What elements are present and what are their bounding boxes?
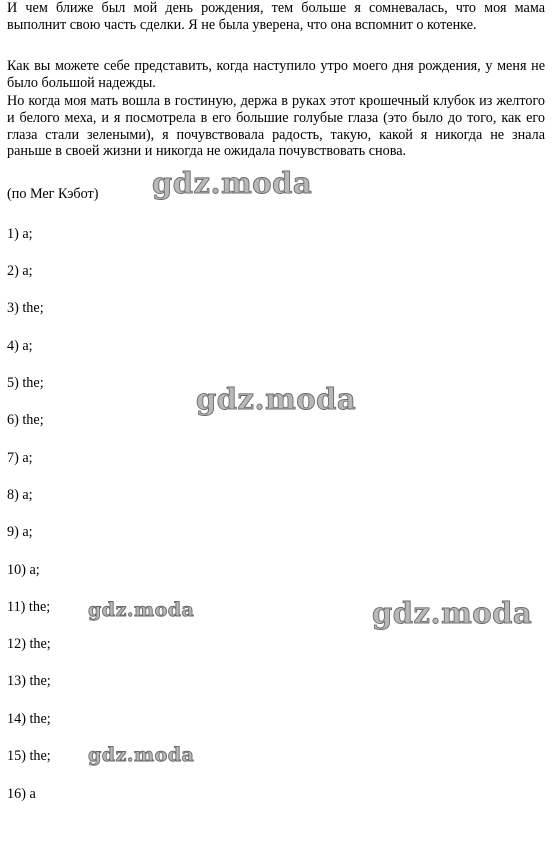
answer-item: 4) a;: [7, 338, 33, 354]
answer-item: 12) the;: [7, 636, 51, 652]
watermark: gdz.moda: [88, 744, 195, 766]
answer-item: 9) a;: [7, 524, 33, 540]
watermark: gdz.moda: [372, 596, 533, 630]
answer-item: 5) the;: [7, 375, 44, 391]
answer-item: 7) a;: [7, 450, 33, 466]
answer-item: 6) the;: [7, 412, 44, 428]
answer-item: 10) a;: [7, 562, 40, 578]
watermark: gdz.moda: [196, 382, 357, 416]
watermark: gdz.moda: [88, 599, 195, 621]
answer-item: 11) the;: [7, 599, 51, 615]
story-paragraph-2: Как вы можете себе представить, когда наступило утро моего дня рождения, у меня не было большой надежды.: [7, 58, 545, 91]
story-attribution: (по Мег Кэбот): [7, 186, 99, 202]
answer-item: 15) the;: [7, 748, 51, 764]
answer-item: 14) the;: [7, 711, 51, 727]
answer-item: 8) a;: [7, 487, 33, 503]
story-paragraph-1: И чем ближе был мой день рождения, тем больше я сомневалась, что моя мама выполнит свою часть сделки. Я не была уверена, что она вспомнит о котенке.: [7, 0, 545, 33]
story-paragraph-3: Но когда моя мать вошла в гостиную, держа в руках этот крошечный клубок из желтого и белого меха, и я посмотрела в его большие голубые глаза (это было до того, как его глаза стали зелеными), я почувствовала радость, такую, какой я никогда не знала раньше в своей жизни и никогда не ожидала почувствовать снова.: [7, 93, 545, 160]
answer-item: 3) the;: [7, 300, 44, 316]
watermark: gdz.moda: [152, 166, 313, 200]
answer-item: 1) a;: [7, 226, 33, 242]
answer-item: 13) the;: [7, 673, 51, 689]
answer-item: 2) a;: [7, 263, 33, 279]
answer-item: 16) a: [7, 786, 36, 802]
